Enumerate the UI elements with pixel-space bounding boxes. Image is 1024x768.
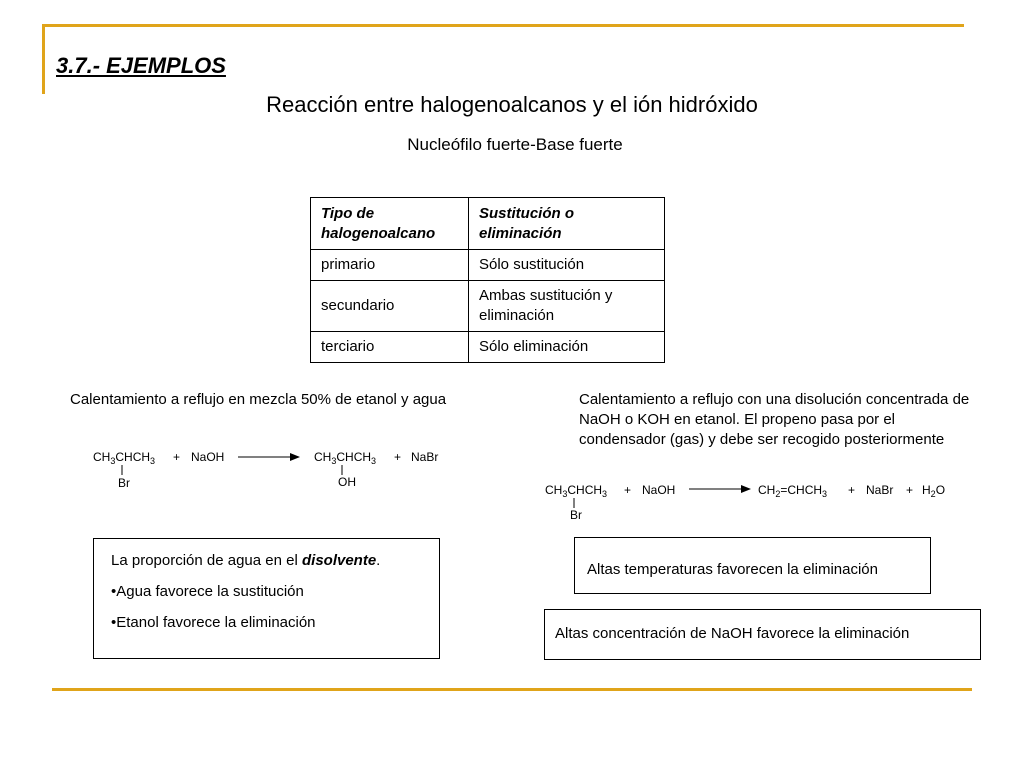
subtitle: Nucleófilo fuerte-Base fuerte bbox=[407, 135, 623, 154]
substituent-label: OH bbox=[338, 475, 356, 489]
table-cell: Ambas sustitución y eliminación bbox=[469, 281, 665, 332]
table-row bbox=[311, 281, 665, 332]
reactant-formula: $CH_3CHCH_3$ bbox=[93, 450, 156, 466]
water-note: •Agua favorece la sustitución bbox=[111, 583, 304, 600]
substitution-conditions: Calentamiento a reflujo en mezcla 50% de etanol y agua bbox=[70, 391, 447, 408]
elimination-equation bbox=[545, 481, 965, 530]
reagent-label: NaOH bbox=[191, 450, 225, 464]
substituent-label: Br bbox=[118, 476, 130, 490]
temperature-note: Altas temperaturas favorecen la eliminación bbox=[587, 561, 878, 578]
plus-sign: + bbox=[173, 450, 181, 464]
reactant-formula: $CH_3CHCH_3$ bbox=[545, 483, 608, 499]
plus-sign: + bbox=[394, 450, 402, 464]
solvent-note-line: La proporción de agua en el disolvente. bbox=[111, 552, 381, 569]
solvent-note-box bbox=[93, 538, 440, 659]
plus-sign: + bbox=[624, 483, 632, 497]
table-cell: terciario bbox=[311, 332, 469, 363]
table-header-outcome: Sustitución o eliminación bbox=[469, 198, 665, 250]
concentration-note: Altas concentración de NaOH favorece la eliminación bbox=[555, 625, 910, 642]
table-header-type: Tipo de halogenoalcano bbox=[311, 198, 469, 250]
table-row bbox=[311, 332, 665, 363]
substitution-equation bbox=[93, 448, 453, 497]
table-cell: primario bbox=[311, 250, 469, 281]
table-cell: Sólo eliminación bbox=[469, 332, 665, 363]
temperature-note-box bbox=[574, 537, 931, 594]
section-title: 3.7.- EJEMPLOS bbox=[56, 53, 226, 78]
plus-sign: + bbox=[848, 483, 856, 497]
byproduct-label: NaBr bbox=[411, 450, 439, 464]
table-header-row bbox=[311, 198, 665, 250]
left-rule bbox=[42, 24, 45, 94]
water-formula: $H_2O$ bbox=[922, 483, 946, 499]
product-formula: $CH_3CHCH_3$ bbox=[314, 450, 377, 466]
top-rule bbox=[44, 24, 964, 27]
table-cell: secundario bbox=[311, 281, 469, 332]
reaction-table bbox=[310, 197, 665, 363]
table-cell: Sólo sustitución bbox=[469, 250, 665, 281]
bottom-rule bbox=[52, 688, 972, 691]
concentration-note-box bbox=[544, 609, 981, 660]
substituent-label: Br bbox=[570, 508, 582, 522]
byproduct-label: NaBr bbox=[866, 483, 894, 497]
product-formula: $CH_2=CHCH_3$ bbox=[758, 483, 828, 499]
solvent-emphasis: disolvente bbox=[301, 552, 377, 569]
main-title: Reacción entre halogenoalcanos y el ión hidróxido bbox=[266, 92, 758, 117]
table-row bbox=[311, 250, 665, 281]
elimination-conditions: Calentamiento a reflujo con una disolución concentrada de NaOH o KOH en etanol. El propeno pasa por el condensador (gas) y debe ser recogido posteriormente bbox=[579, 391, 970, 448]
plus-sign: + bbox=[906, 483, 914, 497]
ethanol-note: •Etanol favorece la eliminación bbox=[111, 614, 316, 631]
reagent-label: NaOH bbox=[642, 483, 676, 497]
